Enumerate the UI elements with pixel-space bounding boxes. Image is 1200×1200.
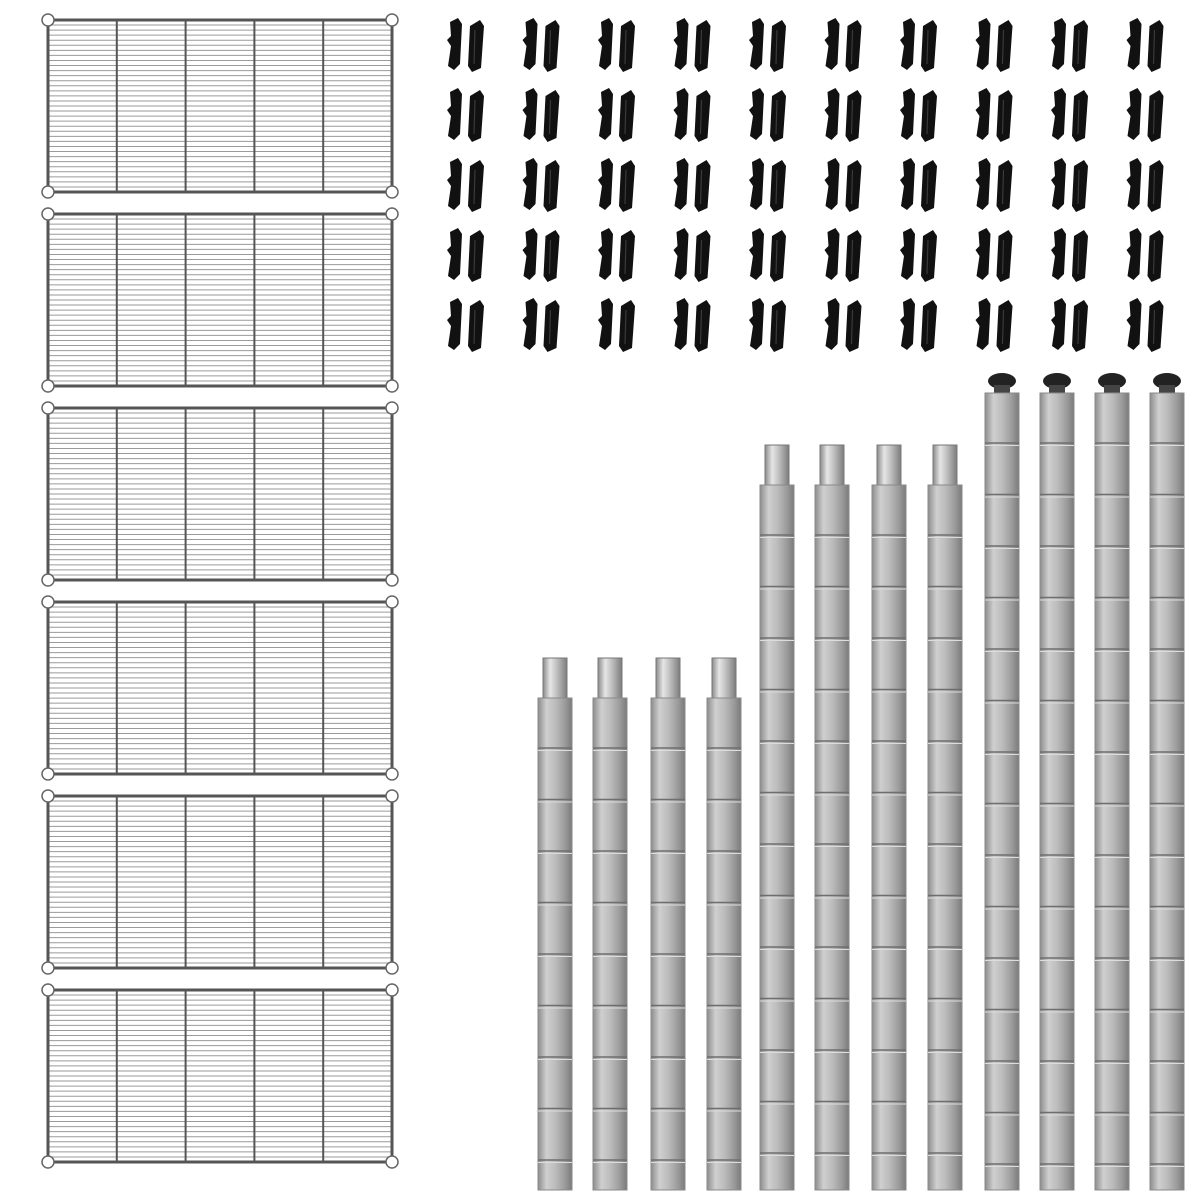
shelf-clip-half: [695, 300, 711, 352]
pole-tube: [1150, 393, 1184, 1190]
shelf-clip-half: [523, 88, 538, 140]
shelf-clip-half: [598, 18, 613, 70]
clip-pair: [825, 158, 862, 212]
shelf-corner-collar: [42, 574, 54, 586]
tall-pole-1: [985, 373, 1019, 1190]
clip-pair: [598, 158, 635, 212]
clip-pair: [598, 88, 635, 142]
medium-pole-3: [872, 445, 906, 1190]
shelf-clip-half: [1127, 88, 1142, 140]
shelf-clip-half: [619, 160, 635, 212]
shelf-clip-half: [825, 158, 840, 210]
shelf-clip-half: [976, 18, 991, 70]
clip-pair: [674, 88, 711, 142]
pole-threaded-end: [712, 658, 736, 704]
shelf-clip-half: [468, 160, 484, 212]
clip-pair: [447, 88, 484, 142]
shelf-clip-half: [695, 230, 711, 282]
clip-pair: [749, 18, 786, 72]
shelf-clip-half: [674, 228, 689, 280]
clip-pair: [825, 228, 862, 282]
wire-shelf-5: [42, 790, 398, 974]
shelf-clip-half: [468, 230, 484, 282]
pole-tube: [815, 485, 849, 1190]
shelf-clip-half: [695, 20, 711, 72]
shelf-clip-half: [976, 298, 991, 350]
shelf-clip-half: [846, 20, 862, 72]
shelf-clip-half: [997, 20, 1013, 72]
clip-pair: [749, 88, 786, 142]
shelf-clip-half: [770, 90, 786, 142]
clip-pair: [674, 228, 711, 282]
clips-group: [447, 18, 1164, 352]
shelf-corner-collar: [386, 596, 398, 608]
clip-pair: [523, 298, 560, 352]
shelf-clip-half: [1127, 18, 1142, 70]
medium-pole-2: [815, 445, 849, 1190]
shelf-clip-half: [749, 298, 764, 350]
clip-pair: [447, 298, 484, 352]
shelf-corner-collar: [42, 186, 54, 198]
short-pole-2: [593, 658, 627, 1190]
clip-pair: [1051, 18, 1088, 72]
pole-tube: [985, 393, 1019, 1190]
shelf-corner-collar: [386, 402, 398, 414]
clip-pair: [674, 158, 711, 212]
clip-pair: [523, 228, 560, 282]
shelf-clip-half: [447, 298, 462, 350]
shelf-clip-half: [619, 20, 635, 72]
wire-shelf-6: [42, 984, 398, 1168]
clip-pair: [447, 18, 484, 72]
shelf-corner-collar: [386, 768, 398, 780]
shelf-clip-half: [1072, 90, 1088, 142]
shelf-clip-half: [921, 300, 937, 352]
pole-threaded-end: [656, 658, 680, 704]
clip-pair: [674, 18, 711, 72]
shelf-corner-collar: [42, 380, 54, 392]
shelf-clip-half: [468, 300, 484, 352]
pole-threaded-end: [765, 445, 789, 491]
clip-pair: [749, 158, 786, 212]
shelf-clip-half: [1072, 20, 1088, 72]
shelf-clip-half: [921, 90, 937, 142]
shelf-corner-collar: [386, 1156, 398, 1168]
shelf-corner-collar: [386, 14, 398, 26]
shelf-clip-half: [544, 230, 560, 282]
shelf-clip-half: [749, 158, 764, 210]
pole-threaded-end: [598, 658, 622, 704]
shelf-corner-collar: [42, 1156, 54, 1168]
shelf-corner-collar: [386, 186, 398, 198]
shelf-clip-half: [1051, 228, 1066, 280]
shelf-clip-half: [825, 298, 840, 350]
tall-pole-2: [1040, 373, 1074, 1190]
shelf-clip-half: [468, 20, 484, 72]
shelf-clip-half: [976, 158, 991, 210]
clip-pair: [749, 228, 786, 282]
clip-pair: [1051, 228, 1088, 282]
shelf-corner-collar: [42, 790, 54, 802]
clip-pair: [1127, 228, 1164, 282]
shelf-corner-collar: [42, 768, 54, 780]
clip-pair: [900, 18, 937, 72]
clip-pair: [598, 18, 635, 72]
shelf-clip-half: [1127, 228, 1142, 280]
shelf-clip-half: [598, 228, 613, 280]
shelf-corner-collar: [42, 14, 54, 26]
shelf-clip-half: [900, 298, 915, 350]
shelf-clip-half: [695, 160, 711, 212]
clip-pair: [976, 298, 1013, 352]
clip-pair: [1127, 88, 1164, 142]
pole-threaded-end: [933, 445, 957, 491]
pole-threaded-end: [543, 658, 567, 704]
pole-tube: [593, 698, 627, 1190]
pole-tube: [651, 698, 685, 1190]
shelf-clip-half: [846, 300, 862, 352]
shelf-clip-half: [825, 18, 840, 70]
short-pole-1: [538, 658, 572, 1190]
clip-pair: [674, 298, 711, 352]
tall-pole-4: [1150, 373, 1184, 1190]
shelf-clip-half: [1051, 88, 1066, 140]
clip-pair: [825, 298, 862, 352]
poles-group: [538, 373, 1184, 1190]
shelf-clip-half: [825, 228, 840, 280]
clip-pair: [523, 88, 560, 142]
clip-pair: [749, 298, 786, 352]
clip-pair: [447, 228, 484, 282]
pole-tube: [538, 698, 572, 1190]
shelf-clip-half: [523, 298, 538, 350]
pole-tube: [1095, 393, 1129, 1190]
tall-pole-3: [1095, 373, 1129, 1190]
pole-tube: [707, 698, 741, 1190]
shelf-corner-collar: [386, 790, 398, 802]
shelf-clip-half: [447, 88, 462, 140]
shelf-clip-half: [1148, 160, 1164, 212]
shelf-corner-collar: [386, 208, 398, 220]
shelf-clip-half: [900, 88, 915, 140]
shelf-clip-half: [674, 298, 689, 350]
shelf-clip-half: [544, 300, 560, 352]
shelf-clip-half: [921, 20, 937, 72]
clip-pair: [523, 158, 560, 212]
shelf-clip-half: [1148, 90, 1164, 142]
shelf-clip-half: [997, 300, 1013, 352]
clip-pair: [1051, 88, 1088, 142]
clip-pair: [976, 158, 1013, 212]
shelf-clip-half: [900, 158, 915, 210]
wire-shelf-3: [42, 402, 398, 586]
shelf-clip-half: [523, 158, 538, 210]
shelf-clip-half: [598, 158, 613, 210]
shelf-clip-half: [770, 20, 786, 72]
shelf-clip-half: [544, 20, 560, 72]
shelf-corner-collar: [386, 984, 398, 996]
shelf-clip-half: [598, 298, 613, 350]
shelf-clip-half: [1148, 20, 1164, 72]
shelf-clip-half: [749, 228, 764, 280]
shelf-clip-half: [544, 160, 560, 212]
shelf-clip-half: [846, 160, 862, 212]
short-pole-3: [651, 658, 685, 1190]
shelf-clip-half: [846, 230, 862, 282]
clip-pair: [976, 88, 1013, 142]
wire-shelf-4: [42, 596, 398, 780]
shelf-clip-half: [749, 18, 764, 70]
shelf-clip-half: [770, 230, 786, 282]
clip-pair: [598, 298, 635, 352]
shelf-clip-half: [921, 230, 937, 282]
shelf-clip-half: [619, 90, 635, 142]
wire-shelf-1: [42, 14, 398, 198]
clip-pair: [900, 228, 937, 282]
clip-pair: [976, 18, 1013, 72]
clip-pair: [598, 228, 635, 282]
clip-pair: [1127, 18, 1164, 72]
shelf-clip-half: [598, 88, 613, 140]
shelf-clip-half: [1051, 298, 1066, 350]
shelf-clip-half: [1148, 300, 1164, 352]
shelf-clip-half: [1072, 300, 1088, 352]
shelf-clip-half: [447, 158, 462, 210]
shelf-clip-half: [900, 18, 915, 70]
clip-pair: [1051, 158, 1088, 212]
shelf-corner-collar: [42, 402, 54, 414]
pole-tube: [1040, 393, 1074, 1190]
shelf-clip-half: [1051, 158, 1066, 210]
shelf-clip-half: [674, 18, 689, 70]
shelf-clip-half: [770, 160, 786, 212]
shelf-clip-half: [544, 90, 560, 142]
shelf-corner-collar: [386, 574, 398, 586]
shelf-corner-collar: [42, 984, 54, 996]
wire-shelf-2: [42, 208, 398, 392]
pole-tube: [760, 485, 794, 1190]
shelf-corner-collar: [42, 596, 54, 608]
clip-pair: [900, 298, 937, 352]
shelf-clip-half: [1127, 298, 1142, 350]
shelf-clip-half: [997, 90, 1013, 142]
shelf-corner-collar: [386, 380, 398, 392]
medium-pole-1: [760, 445, 794, 1190]
shelf-clip-half: [1072, 230, 1088, 282]
shelf-clip-half: [921, 160, 937, 212]
shelf-clip-half: [523, 18, 538, 70]
medium-pole-4: [928, 445, 962, 1190]
shelf-corner-collar: [42, 962, 54, 974]
shelf-clip-half: [900, 228, 915, 280]
shelf-clip-half: [468, 90, 484, 142]
clip-pair: [900, 158, 937, 212]
shelf-clip-half: [976, 88, 991, 140]
clip-pair: [447, 158, 484, 212]
shelf-clip-half: [1051, 18, 1066, 70]
shelf-clip-half: [447, 18, 462, 70]
shelf-clip-half: [619, 230, 635, 282]
shelf-corner-collar: [386, 962, 398, 974]
shelf-corner-collar: [42, 208, 54, 220]
shelf-clip-half: [1127, 158, 1142, 210]
shelf-clip-half: [749, 88, 764, 140]
clip-pair: [825, 18, 862, 72]
shelf-clip-half: [695, 90, 711, 142]
shelf-clip-half: [997, 160, 1013, 212]
shelf-clip-half: [619, 300, 635, 352]
clip-pair: [976, 228, 1013, 282]
shelf-clip-half: [674, 88, 689, 140]
clip-pair: [900, 88, 937, 142]
shelf-clip-half: [976, 228, 991, 280]
clip-pair: [1051, 298, 1088, 352]
clip-pair: [825, 88, 862, 142]
shelf-clip-half: [846, 90, 862, 142]
shelf-clip-half: [1072, 160, 1088, 212]
clip-pair: [1127, 158, 1164, 212]
shelf-clip-half: [997, 230, 1013, 282]
pole-tube: [872, 485, 906, 1190]
clip-pair: [1127, 298, 1164, 352]
pole-threaded-end: [820, 445, 844, 491]
shelf-clip-half: [523, 228, 538, 280]
shelf-clip-half: [825, 88, 840, 140]
pole-threaded-end: [877, 445, 901, 491]
shelf-clip-half: [1148, 230, 1164, 282]
shelves-group: [42, 14, 398, 1168]
shelf-clip-half: [674, 158, 689, 210]
shelf-clip-half: [770, 300, 786, 352]
shelf-clip-half: [447, 228, 462, 280]
short-pole-4: [707, 658, 741, 1190]
pole-tube: [928, 485, 962, 1190]
clip-pair: [523, 18, 560, 72]
